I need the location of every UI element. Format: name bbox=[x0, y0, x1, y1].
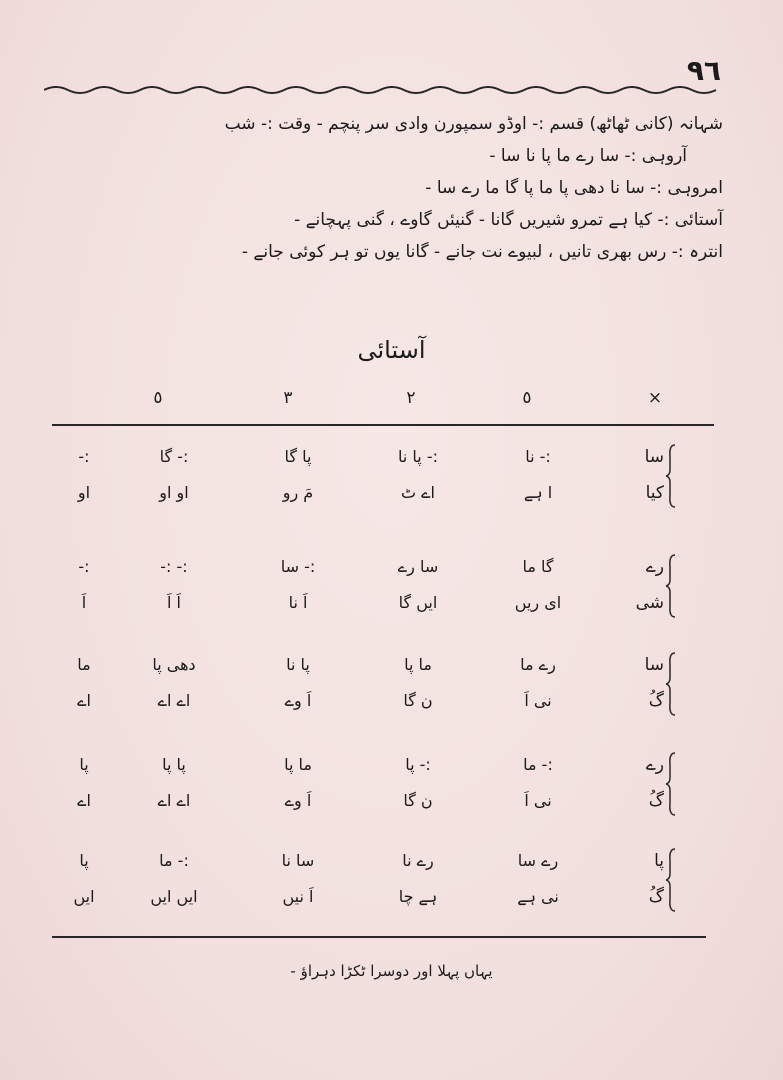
footnote: یہاں پہلا اور دوسرا ٹکڑا دہراؤ - bbox=[290, 962, 493, 980]
swar-cell: پا پا bbox=[162, 755, 186, 774]
swar-cell: پا گا bbox=[284, 447, 312, 466]
table-top-rule bbox=[52, 424, 714, 426]
bol-cell: اے bbox=[77, 691, 91, 710]
bol-cell: اَ نیں bbox=[282, 887, 314, 906]
bol-cell: اے اے bbox=[157, 691, 191, 710]
swar-cell: :- گا bbox=[159, 447, 189, 466]
swar-cell: پا bbox=[654, 851, 664, 871]
group-brace bbox=[666, 444, 676, 508]
bol-cell: اَ اَ bbox=[167, 593, 181, 612]
beat-marker: ٣ bbox=[283, 388, 293, 408]
swar-cell: سا bbox=[644, 447, 664, 467]
raag-title-line: شہانہ (کانی ٹھاٹھ) قسم :- اوڈو سمپورن وادی سر پنچم - وقت :- شب bbox=[224, 114, 723, 134]
antra-lyrics-line: انترہ :- رس بھری تانیں ، لبیوے نت جانے - گانا یوں تو ہر کوئی جانے - bbox=[241, 242, 723, 262]
amrohi-line: امروہی :- سا نا دھی پا ما پا گا ما رے سا - bbox=[425, 178, 723, 198]
swar-cell: رے ما bbox=[520, 655, 556, 674]
beat-markers bbox=[0, 388, 783, 418]
group-brace bbox=[666, 848, 676, 912]
swar-cell: :- ما bbox=[523, 755, 553, 774]
swar-cell: :- bbox=[78, 447, 90, 466]
bol-cell: ن گا bbox=[403, 791, 433, 810]
asthai-lyrics-line: آستائی :- کیا ہے تمرو شیریں گانا - گنیئں گاوے ، گنی پہچانے - bbox=[294, 210, 723, 230]
table-bottom-rule bbox=[52, 936, 706, 938]
bol-cell: ایں ایں bbox=[150, 887, 198, 906]
bol-cell: نی ہے bbox=[517, 887, 559, 906]
notation-group bbox=[0, 550, 783, 626]
bol-cell: ا ہے bbox=[523, 483, 553, 502]
swar-cell: رے bbox=[645, 557, 664, 577]
bol-cell: اے ٹ bbox=[401, 483, 435, 502]
swar-cell: :- :- bbox=[160, 557, 188, 576]
swar-cell: :- پا bbox=[405, 755, 431, 774]
swar-cell: گا ما bbox=[522, 557, 554, 576]
swar-cell: ما bbox=[77, 655, 91, 674]
bol-cell: نی اَ bbox=[524, 791, 552, 810]
bol-cell: مَ رو bbox=[282, 483, 314, 502]
swar-cell: پا نا bbox=[286, 655, 310, 674]
swar-cell: دھی پا bbox=[152, 655, 196, 674]
swar-cell: :- پا نا bbox=[398, 447, 438, 466]
bol-cell: او او bbox=[159, 483, 189, 502]
bol-cell: اَ وے bbox=[284, 691, 312, 710]
bol-cell: اَ نا bbox=[288, 593, 308, 612]
swar-cell: سا رے bbox=[397, 557, 439, 576]
swar-cell: :- نا bbox=[525, 447, 551, 466]
raag-description bbox=[83, 108, 723, 268]
bol-cell: ن گا bbox=[403, 691, 433, 710]
bol-cell: اَ وے bbox=[284, 791, 312, 810]
swar-cell: ما پا bbox=[284, 755, 312, 774]
swar-cell: :- ما bbox=[159, 851, 189, 870]
bol-cell: نی اَ bbox=[524, 691, 552, 710]
notation-group bbox=[0, 748, 783, 824]
bol-cell: ایں گا bbox=[398, 593, 438, 612]
beat-marker: × bbox=[647, 388, 663, 408]
beat-marker: ٥ bbox=[153, 388, 163, 408]
swar-cell: :- سا bbox=[280, 557, 316, 576]
swar-cell: سا bbox=[644, 655, 664, 675]
swar-cell: پا bbox=[79, 851, 89, 870]
swar-cell: رے bbox=[645, 755, 664, 775]
swar-cell: :- bbox=[78, 557, 90, 576]
swar-cell: رے سا bbox=[517, 851, 559, 870]
bol-cell: گُ bbox=[648, 691, 664, 711]
bol-cell: کیا bbox=[645, 483, 664, 503]
wavy-divider bbox=[44, 80, 724, 96]
swar-cell: ما پا bbox=[404, 655, 432, 674]
group-brace bbox=[666, 652, 676, 716]
swar-cell: سا نا bbox=[281, 851, 315, 870]
page-number: ٩٦ bbox=[686, 54, 721, 87]
beat-marker: ٢ bbox=[406, 388, 416, 408]
bol-cell: شی bbox=[635, 593, 664, 613]
swar-cell: رے نا bbox=[402, 851, 434, 870]
bol-cell: گُ bbox=[648, 887, 664, 907]
aarohi-line: آروہی :- سا رے ما پا نا سا - bbox=[489, 146, 687, 166]
notation-group bbox=[0, 648, 783, 724]
bol-cell: اے bbox=[77, 791, 91, 810]
notation-group bbox=[0, 440, 783, 516]
beat-marker: ٥ bbox=[522, 388, 532, 408]
section-title: آستائی bbox=[357, 336, 426, 364]
notation-group bbox=[0, 844, 783, 920]
bol-cell: گُ bbox=[648, 791, 664, 811]
swar-cell: پا bbox=[79, 755, 89, 774]
bol-cell: او bbox=[77, 483, 91, 502]
bol-cell: اَ bbox=[81, 593, 87, 612]
bol-cell: ای ریں bbox=[514, 593, 562, 612]
group-brace bbox=[666, 554, 676, 618]
bol-cell: ہے چا bbox=[398, 887, 438, 906]
bol-cell: ایں bbox=[73, 887, 95, 906]
group-brace bbox=[666, 752, 676, 816]
bol-cell: اے اے bbox=[157, 791, 191, 810]
